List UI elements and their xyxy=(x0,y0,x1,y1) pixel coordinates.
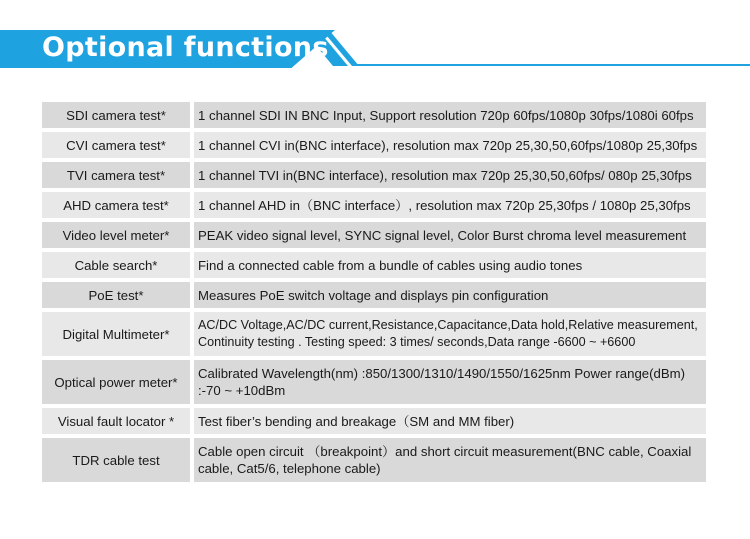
function-description: Cable open circuit （breakpoint）and short circuit measurement(BNC cable, Coaxial cable, Cat5/6, telephone cable) xyxy=(194,438,706,482)
function-name: Visual fault locator * xyxy=(42,408,190,434)
function-description: 1 channel TVI in(BNC interface), resolution max 720p 25,30,50,60fps/ 080p 25,30fps xyxy=(194,162,706,188)
table-row xyxy=(42,102,706,128)
function-name: TDR cable test xyxy=(42,438,190,482)
function-name: CVI camera test* xyxy=(42,132,190,158)
function-description: Test fiber’s bending and breakage（SM and MM fiber) xyxy=(194,408,706,434)
table-row xyxy=(42,222,706,248)
function-description: Calibrated Wavelength(nm) :850/1300/1310/1490/1550/1625nm Power range(dBm) :-70 ~ +10dBm xyxy=(194,360,706,404)
function-description: Measures PoE switch voltage and displays pin configuration xyxy=(194,282,706,308)
function-name: SDI camera test* xyxy=(42,102,190,128)
section-header xyxy=(0,30,750,70)
function-description: 1 channel CVI in(BNC interface), resolution max 720p 25,30,50,60fps/1080p 25,30fps xyxy=(194,132,706,158)
section-title: Optional functions xyxy=(42,32,329,63)
function-name: TVI camera test* xyxy=(42,162,190,188)
table-row xyxy=(42,408,706,434)
header-underline xyxy=(355,64,750,66)
function-name: Cable search* xyxy=(42,252,190,278)
table-row xyxy=(42,360,706,404)
function-name: Video level meter* xyxy=(42,222,190,248)
table-row xyxy=(42,132,706,158)
table-row xyxy=(42,252,706,278)
function-name: AHD camera test* xyxy=(42,192,190,218)
function-description: Find a connected cable from a bundle of cables using audio tones xyxy=(194,252,706,278)
function-description: 1 channel AHD in（BNC interface）, resolution max 720p 25,30fps / 1080p 25,30fps xyxy=(194,192,706,218)
function-description: PEAK video signal level, SYNC signal level, Color Burst chroma level measurement xyxy=(194,222,706,248)
function-name: Digital Multimeter* xyxy=(42,312,190,356)
function-description: AC/DC Voltage,AC/DC current,Resistance,Capacitance,Data hold,Relative measurement, Continuity testing . Testing speed: 3 times/ seconds,Data range -6600 ~ +6600 xyxy=(194,312,706,356)
table-row xyxy=(42,162,706,188)
function-name: PoE test* xyxy=(42,282,190,308)
table-row xyxy=(42,192,706,218)
table-row xyxy=(42,282,706,308)
function-name: Optical power meter* xyxy=(42,360,190,404)
table-row xyxy=(42,438,706,482)
functions-table xyxy=(42,98,706,486)
function-description: 1 channel SDI IN BNC Input, Support resolution 720p 60fps/1080p 30fps/1080i 60fps xyxy=(194,102,706,128)
table-row xyxy=(42,312,706,356)
